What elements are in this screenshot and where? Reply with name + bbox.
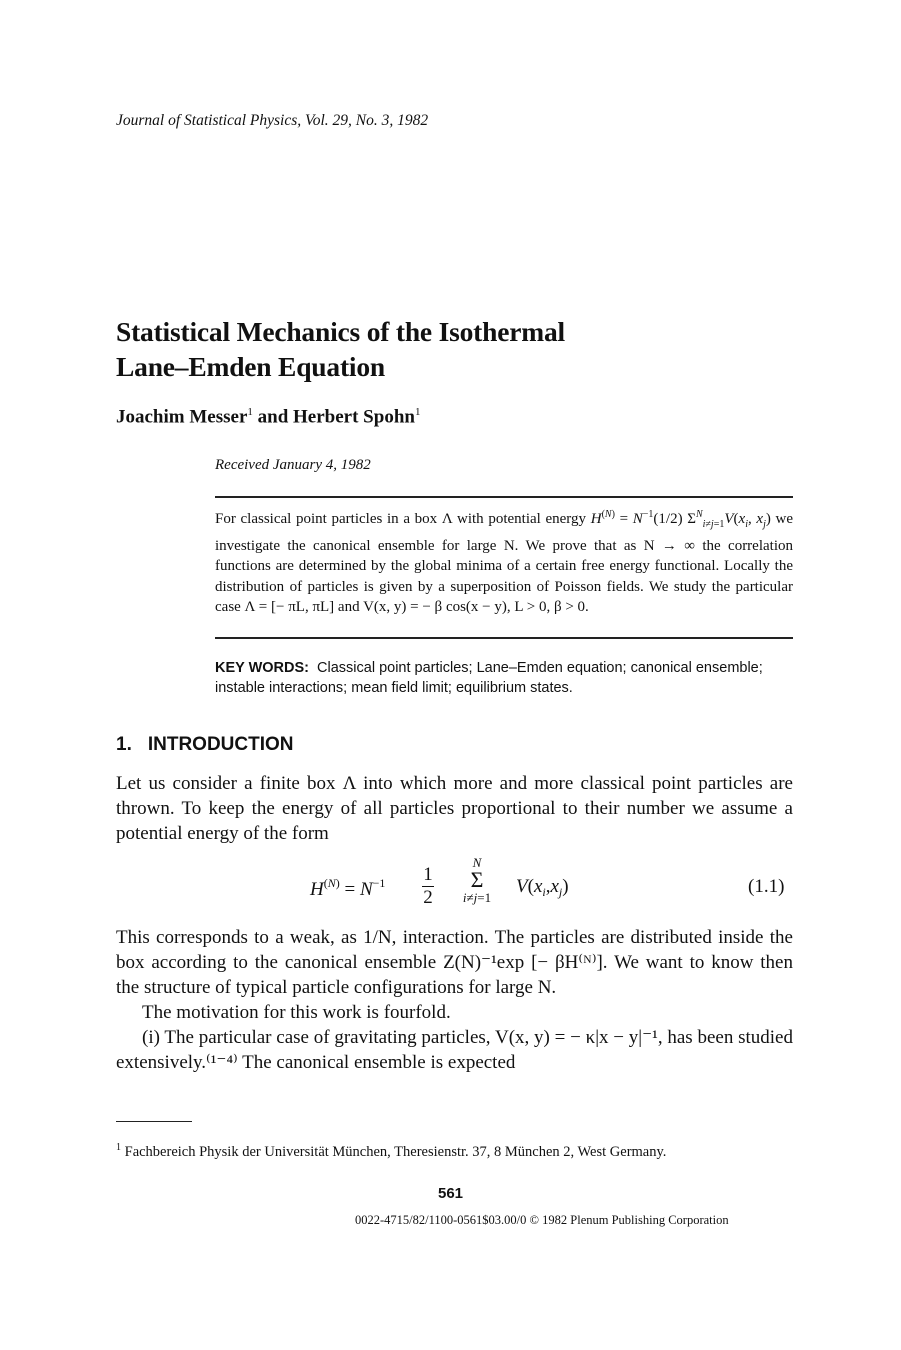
paragraph-1: Let us consider a finite box Λ into which more and more classical point particles are thrown. To keep the energy of all particles proportional to their number we assume a potential energy of the form xyxy=(116,773,793,844)
keywords-text: Classical point particles; Lane–Emden equation; canonical ensemble; instable interactions; mean field limit; equilibrium states. xyxy=(215,660,763,696)
footnote-text: Fachbereich Physik der Universität München, Theresienstr. 37, 8 München 2, West Germany. xyxy=(124,1143,667,1160)
paragraph-2: This corresponds to a weak, as 1/N, interaction. The particles are distributed inside the box according to the canonical ensemble Z(N)⁻¹exp [− βH⁽ᴺ⁾]. We want to know then the structure of typical particle configurations for large N. xyxy=(116,927,793,998)
equation-label: (1.1) xyxy=(748,876,785,897)
equation-1-1: $H^{(N)} = N^{-1}$ 1 2 N Σ i≠j=1 $V(x_i,x_j)$ xyxy=(310,855,569,908)
copyright-line: 0022-4715/82/1100-0561$03.00/0 © 1982 Plenum Publishing Corporation xyxy=(355,1213,729,1227)
title-line-2: Lane–Emden Equation xyxy=(116,351,385,382)
abstract-text-1: For classical point particles in a box Λ with potential energy xyxy=(215,511,587,527)
page-number: 561 xyxy=(438,1185,464,1202)
keywords xyxy=(215,658,805,698)
footnote xyxy=(116,1138,793,1162)
keywords-label: KEY WORDS: xyxy=(215,660,309,676)
received-date: Received January 4, 1982 xyxy=(215,457,371,473)
footnote-rule xyxy=(116,1121,192,1122)
author-1: Joachim Messer xyxy=(116,406,248,428)
abstract-bottom-rule xyxy=(215,637,793,639)
section-title: INTRODUCTION xyxy=(147,734,294,755)
abstract xyxy=(215,505,793,618)
paragraph-3: The motivation for this work is fourfold. xyxy=(142,1002,451,1023)
author-connector: and xyxy=(257,406,289,428)
paper-title xyxy=(116,314,756,384)
footnote-mark: 1 xyxy=(116,1142,121,1153)
journal-header: Journal of Statistical Physics, Vol. 29, No. 3, 1982 xyxy=(116,112,429,129)
section-heading xyxy=(116,734,294,756)
title-line-1: Statistical Mechanics of the Isothermal xyxy=(116,316,565,347)
section-number: 1. xyxy=(116,734,132,755)
affiliation-mark-2: 1 xyxy=(414,406,421,418)
authors xyxy=(116,406,420,428)
abstract-text-2: we investigate the canonical ensemble for large N. We prove that as N → ∞ the correlation functions are determined by the global minima of a certain free energy functional. Locally the distribution of particles is given by a superposition of Poisson fields. We study the particular case Λ = [− πL, πL] and V(x, y) = − β cos(x − y), L > 0, β > 0. xyxy=(215,511,794,615)
abstract-equation: $H^{(N)} = N^{-1}(1/2)$ $\Sigma^N_{i\ne j=1}V(x_i$, $x_j$) xyxy=(590,509,771,530)
author-2: Herbert Spohn xyxy=(293,406,415,428)
abstract-top-rule xyxy=(215,496,793,498)
affiliation-mark-1: 1 xyxy=(247,406,253,418)
paragraphs-continued xyxy=(116,925,793,1075)
paragraph-4: (i) The particular case of gravitating particles, V(x, y) = − κ|x − y|⁻¹, has been studied extensively.⁽¹⁻⁴⁾ The canonical ensemble is expected xyxy=(116,1027,793,1073)
